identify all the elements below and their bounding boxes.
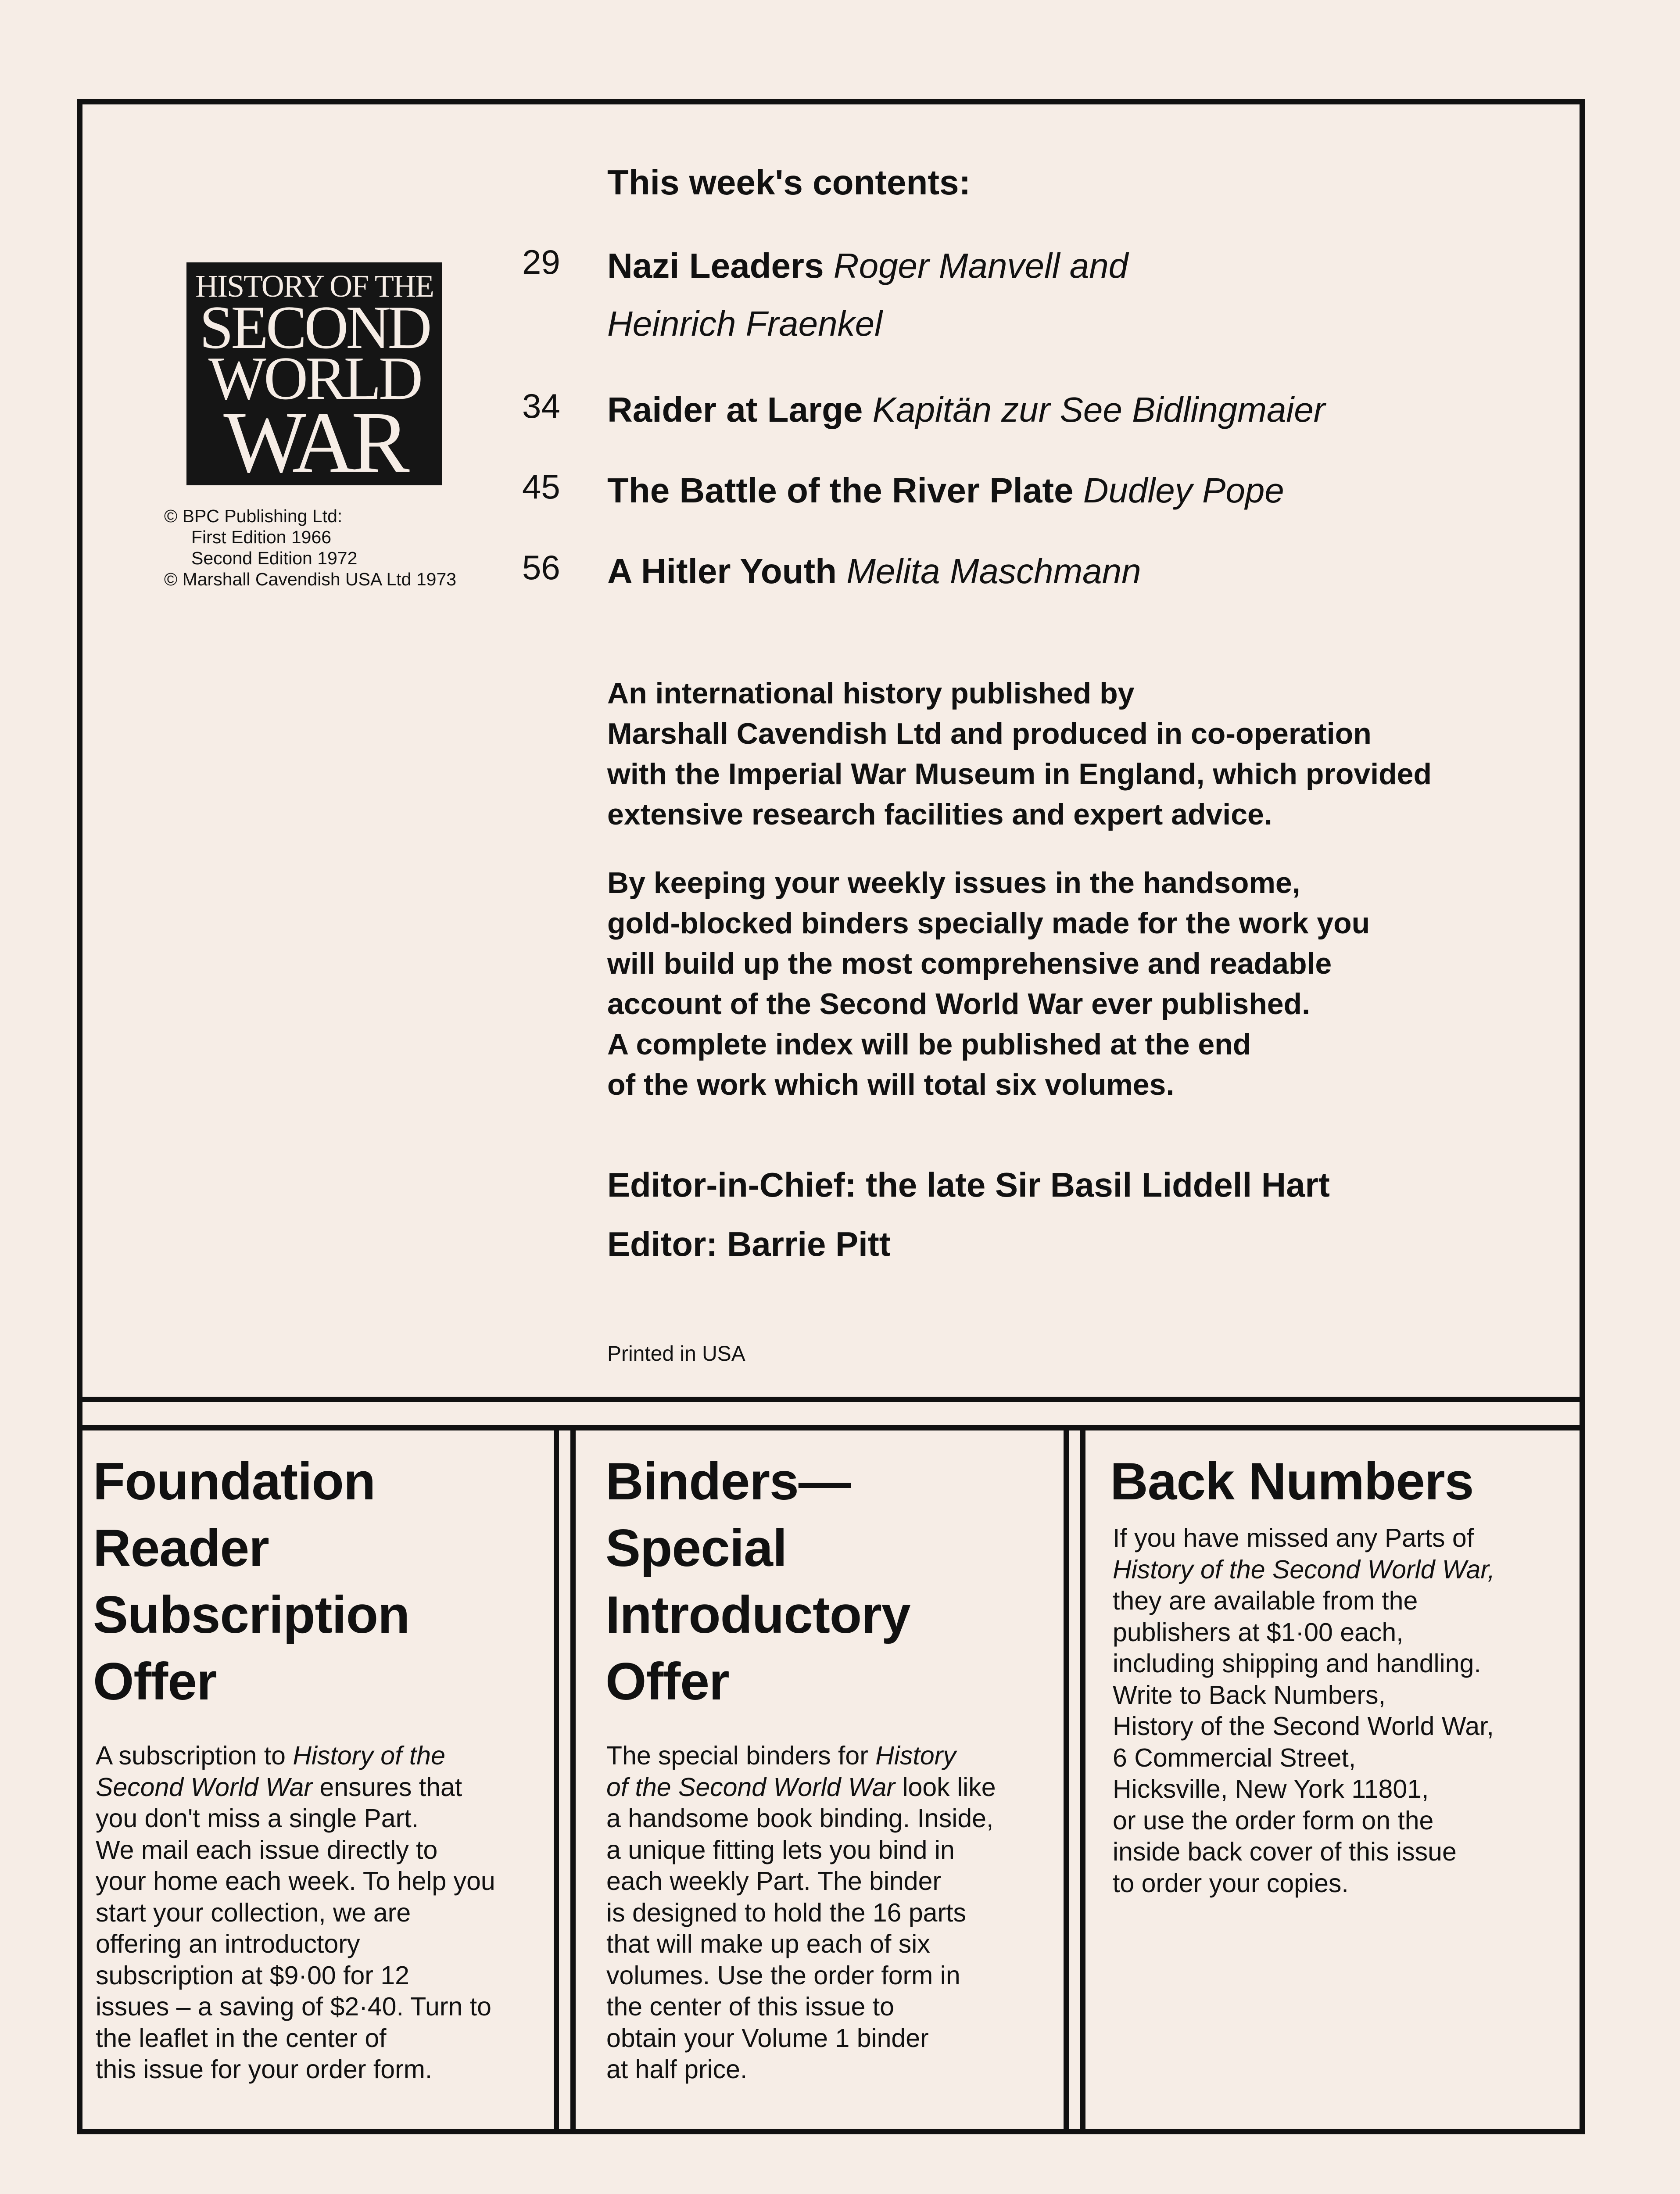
title-line: Foundation xyxy=(93,1452,376,1511)
text-line: they are available from the xyxy=(1113,1586,1418,1615)
column-divider xyxy=(1064,1425,1069,2129)
toc-entry xyxy=(607,541,1141,602)
text-line: History of the Second World War, xyxy=(1113,1712,1494,1741)
paragraph-line: Marshall Cavendish Ltd and produced in co-operation xyxy=(607,717,1372,750)
copyright-notice xyxy=(164,505,456,590)
toc-entry xyxy=(607,235,1128,297)
text-line: offering an introductory xyxy=(96,1929,360,1958)
paragraph-line: An international history published by xyxy=(607,677,1135,710)
printed-note: Printed in USA xyxy=(607,1342,745,1366)
column-divider xyxy=(1080,1425,1085,2129)
toc-author: Kapitän zur See Bidlingmaier xyxy=(872,390,1325,429)
title-line: Subscription xyxy=(93,1585,410,1644)
back-numbers-text xyxy=(1113,1523,1495,1899)
text-line: your home each week. To help you xyxy=(96,1867,495,1896)
copyright-line: © Marshall Cavendish USA Ltd 1973 xyxy=(164,569,457,589)
title-line: Offer xyxy=(605,1652,729,1711)
text-line: to order your copies. xyxy=(1113,1868,1349,1898)
binder-paragraph xyxy=(607,863,1370,1105)
toc-entry xyxy=(607,379,1325,441)
divider xyxy=(77,1397,1585,1402)
text-line: a unique fitting lets you bind in xyxy=(606,1835,955,1864)
text-line: inside back cover of this issue xyxy=(1113,1837,1457,1866)
toc-title: Raider at Large xyxy=(607,390,863,429)
intro-paragraph xyxy=(607,673,1432,835)
text-line: of the Second World War xyxy=(606,1772,896,1802)
toc-page-number: 29 xyxy=(522,243,560,281)
text-line: issues – a saving of $2·40. Turn to xyxy=(96,1992,491,2021)
subscription-text xyxy=(96,1740,495,2086)
toc-page-number: 34 xyxy=(522,387,560,425)
paragraph-line: By keeping your weekly issues in the handsome, xyxy=(607,866,1300,900)
title-line: Binders— xyxy=(605,1452,851,1511)
logo-line-3: WORLD xyxy=(208,344,421,412)
toc-entry xyxy=(607,460,1284,521)
toc-title: A Hitler Youth xyxy=(607,552,837,591)
text-line: each weekly Part. The binder xyxy=(606,1867,942,1896)
copyright-line: Second Edition 1972 xyxy=(191,548,358,568)
copyright-line: First Edition 1966 xyxy=(191,527,332,547)
logo-line-2: SECOND xyxy=(199,294,430,362)
text-line: Write to Back Numbers, xyxy=(1113,1680,1386,1710)
text-line: If you have missed any Parts of xyxy=(1113,1524,1474,1552)
text-line: Hicksville, New York 11801, xyxy=(1113,1775,1429,1803)
subscription-title xyxy=(93,1448,409,1715)
toc-author: Heinrich Fraenkel xyxy=(607,304,882,343)
title-line: Back Numbers xyxy=(1110,1452,1474,1511)
text-line: the center of this issue to xyxy=(606,1992,894,2021)
text-line: The special binders for xyxy=(606,1741,868,1770)
text-line: publishers at $1·00 each, xyxy=(1113,1617,1404,1647)
toc-author: Melita Maschmann xyxy=(846,552,1141,591)
editor-in-chief: Editor-in-Chief: the late Sir Basil Liddell Hart xyxy=(607,1165,1330,1204)
text-line: the leaflet in the center of xyxy=(96,2023,387,2053)
text-line: subscription at $9·00 for 12 xyxy=(96,1961,409,1990)
binders-text xyxy=(606,1740,996,2086)
paragraph-line: account of the Second World War ever published. xyxy=(607,987,1310,1021)
text-line: obtain your Volume 1 binder xyxy=(606,2023,929,2053)
toc-entry-continued xyxy=(607,293,882,355)
toc-page-number: 45 xyxy=(522,467,560,506)
text-line: 6 Commercial Street, xyxy=(1113,1743,1356,1772)
text-line: a handsome book binding. Inside, xyxy=(606,1804,994,1833)
text-line: this issue for your order form. xyxy=(96,2055,433,2084)
text-line: We mail each issue directly to xyxy=(96,1835,438,1864)
text-line: start your collection, we are xyxy=(96,1898,411,1927)
toc-title: The Battle of the River Plate xyxy=(607,471,1074,510)
text-line: you don't miss a single Part. xyxy=(96,1804,419,1833)
text-line: History of the Second World War, xyxy=(1113,1555,1495,1584)
back-numbers-title xyxy=(1110,1448,1473,1515)
text-line: History of the xyxy=(293,1741,445,1770)
text-line: is designed to hold the 16 parts xyxy=(606,1898,967,1927)
toc-title: Nazi Leaders xyxy=(607,246,824,285)
paragraph-line: A complete index will be published at the end xyxy=(607,1028,1251,1061)
toc-author: Roger Manvell and xyxy=(833,246,1128,285)
text-line: at half price. xyxy=(606,2055,748,2084)
paragraph-line: of the work which will total six volumes. xyxy=(607,1068,1175,1101)
paragraph-line: extensive research facilities and expert advice. xyxy=(607,798,1272,831)
text-line: Second World War xyxy=(96,1772,313,1802)
title-line: Offer xyxy=(93,1652,217,1711)
text-line: or use the order form on the xyxy=(1113,1806,1434,1835)
paragraph-line: with the Imperial War Museum in England, which provided xyxy=(607,757,1432,791)
text-line: ensures that xyxy=(319,1772,462,1802)
column-divider xyxy=(570,1425,576,2129)
copyright-line: © BPC Publishing Ltd: xyxy=(164,506,343,526)
text-line: that will make up each of six xyxy=(606,1929,930,1958)
toc-author: Dudley Pope xyxy=(1083,471,1284,510)
logo-line-1: HISTORY OF THE xyxy=(195,269,433,304)
divider xyxy=(77,1425,1585,1430)
text-line: volumes. Use the order form in xyxy=(606,1961,960,1990)
text-line: History xyxy=(875,1741,956,1770)
paragraph-line: gold-blocked binders specially made for the work you xyxy=(607,907,1370,940)
contents-heading: This week's contents: xyxy=(607,163,971,202)
text-line: including shipping and handling. xyxy=(1113,1649,1481,1678)
text-line: look like xyxy=(902,1772,996,1802)
toc-page-number: 56 xyxy=(522,548,560,587)
magazine-logo xyxy=(186,262,442,485)
title-line: Special xyxy=(605,1519,787,1577)
paragraph-line: will build up the most comprehensive and readable xyxy=(607,947,1332,980)
editor: Editor: Barrie Pitt xyxy=(607,1225,891,1263)
title-line: Introductory xyxy=(605,1585,910,1644)
column-divider xyxy=(554,1425,559,2129)
title-line: Reader xyxy=(93,1519,269,1577)
text-line: A subscription to xyxy=(96,1741,286,1770)
binders-title xyxy=(605,1448,910,1715)
logo-line-4: WAR xyxy=(223,394,405,485)
